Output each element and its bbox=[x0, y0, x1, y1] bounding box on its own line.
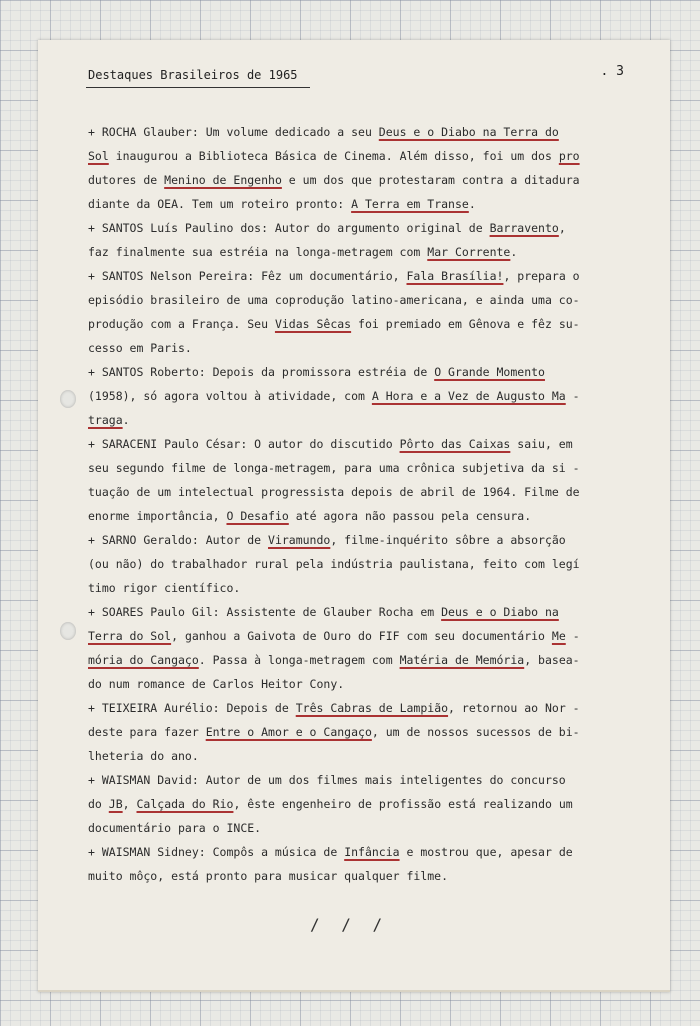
text-segment: . bbox=[122, 413, 130, 427]
text-line bbox=[88, 240, 628, 264]
text-segment: + TEIXEIRA Aurélio: Depois de bbox=[88, 701, 296, 715]
underlined-title: Deus e o Diabo na bbox=[441, 605, 559, 619]
text-segment: , bbox=[122, 797, 137, 811]
text-segment: diante da OEA. Tem um roteiro pronto: bbox=[88, 197, 352, 211]
text-line bbox=[88, 720, 628, 744]
underlined-title: O Grande Momento bbox=[434, 365, 545, 379]
underlined-title: Deus e o Diabo na Terra do bbox=[378, 125, 559, 139]
text-segment: + SARNO Geraldo: Autor de bbox=[88, 533, 269, 547]
underlined-title: Fala Brasília! bbox=[406, 269, 504, 283]
underlined-title: Pôrto das Caixas bbox=[399, 437, 511, 451]
text-line bbox=[88, 456, 628, 480]
underlined-title: Menino de Engenho bbox=[164, 173, 282, 187]
text-line bbox=[88, 408, 628, 432]
text-line bbox=[88, 216, 628, 240]
text-segment: , um de nossos sucessos de bi- bbox=[371, 725, 580, 739]
text-line bbox=[88, 696, 628, 720]
text-segment: . Passa à longa-metragem com bbox=[198, 653, 400, 667]
text-segment: + SANTOS Nelson Pereira: Fêz um documentário, bbox=[88, 269, 407, 283]
text-segment: + WAISMAN David: Autor de um dos filmes mais inteligentes do concurso bbox=[88, 773, 566, 787]
underlined-title: Entre o Amor e o Cangaço bbox=[205, 725, 372, 739]
text-line bbox=[88, 528, 628, 552]
text-segment: + SOARES Paulo Gil: Assistente de Glauber Rocha em bbox=[88, 605, 442, 619]
underlined-title: Me bbox=[551, 629, 566, 643]
text-line bbox=[88, 120, 628, 144]
text-segment: + SARACENI Paulo César: O autor do discutido bbox=[88, 437, 400, 451]
text-segment: e um dos que protestaram contra a ditadura bbox=[281, 173, 580, 187]
text-line bbox=[88, 360, 628, 384]
text-segment: . bbox=[510, 245, 518, 259]
text-segment: + ROCHA Glauber: Um volume dedicado a seu bbox=[88, 125, 379, 139]
typewritten-page bbox=[38, 40, 670, 992]
text-line bbox=[88, 144, 628, 168]
text-segment: (1958), só agora voltou à atividade, com bbox=[88, 389, 372, 403]
underlined-title: A Terra em Transe bbox=[351, 197, 469, 211]
punch-hole bbox=[60, 622, 76, 640]
underlined-title: Viramundo bbox=[268, 533, 331, 547]
text-line bbox=[88, 672, 628, 696]
punch-hole bbox=[60, 390, 76, 408]
text-line bbox=[88, 768, 628, 792]
text-segment: . bbox=[468, 197, 476, 211]
text-segment: muito môço, está pronto para musicar qualquer filme. bbox=[88, 869, 449, 883]
underlined-title: traga bbox=[88, 413, 123, 427]
text-segment: (ou não) do trabalhador rural pela indústria paulistana, feito com legí bbox=[88, 557, 580, 571]
text-segment: + WAISMAN Sidney: Compôs a música de bbox=[88, 845, 345, 859]
text-segment: saiu, em bbox=[510, 437, 573, 451]
text-segment: seu segundo filme de longa-metragem, para uma crônica subjetiva da si - bbox=[88, 461, 580, 475]
text-line bbox=[88, 600, 628, 624]
text-segment: tuação de um intelectual progressista depois de abril de 1964. Filme de bbox=[88, 485, 580, 499]
text-segment: , êste engenheiro de profissão está realizando um bbox=[233, 797, 573, 811]
page-number: . 3 bbox=[600, 64, 624, 79]
text-segment: enorme importância, bbox=[88, 509, 227, 523]
text-line bbox=[88, 648, 628, 672]
text-segment: - bbox=[565, 389, 580, 403]
text-segment: do bbox=[88, 797, 109, 811]
text-segment: , ganhou a Gaivota de Ouro do FIF com seu documentário bbox=[171, 629, 552, 643]
underlined-title: Vidas Sêcas bbox=[274, 317, 352, 331]
underlined-title: Sol bbox=[88, 149, 109, 163]
underlined-title: A Hora e a Vez de Augusto Ma bbox=[371, 389, 566, 403]
text-segment: + SANTOS Luís Paulino dos: Autor do argumento original de bbox=[88, 221, 490, 235]
text-segment: lheteria do ano. bbox=[88, 749, 199, 763]
text-segment: episódio brasileiro de uma coprodução latino-americana, e ainda uma co- bbox=[88, 293, 580, 307]
text-line bbox=[88, 744, 628, 768]
text-line bbox=[88, 192, 628, 216]
underlined-title: Terra do Sol bbox=[88, 629, 172, 643]
text-line bbox=[88, 432, 628, 456]
text-line bbox=[88, 624, 628, 648]
text-segment: deste para fazer bbox=[88, 725, 206, 739]
text-line bbox=[88, 816, 628, 840]
text-segment: timo rigor científico. bbox=[88, 581, 241, 595]
text-segment: , prepara o bbox=[503, 269, 580, 283]
text-line bbox=[88, 552, 628, 576]
text-segment: até agora não passou pela censura. bbox=[288, 509, 532, 523]
text-segment: inaugurou a Biblioteca Básica de Cinema. Além disso, foi um dos bbox=[108, 149, 559, 163]
underlined-title: pro bbox=[558, 149, 580, 163]
text-segment: e mostrou que, apesar de bbox=[399, 845, 573, 859]
underlined-title: O Desafio bbox=[226, 509, 289, 523]
text-line bbox=[88, 168, 628, 192]
text-line bbox=[88, 576, 628, 600]
text-line bbox=[88, 384, 628, 408]
underlined-title: Matéria de Memória bbox=[399, 653, 525, 667]
underlined-title: mória do Cangaço bbox=[88, 653, 199, 667]
text-segment: do num romance de Carlos Heitor Cony. bbox=[88, 677, 345, 691]
text-segment: dutores de bbox=[88, 173, 165, 187]
text-line bbox=[88, 504, 628, 528]
text-segment: faz finalmente sua estréia na longa-metragem com bbox=[88, 245, 428, 259]
text-line bbox=[88, 792, 628, 816]
text-segment: documentário para o INCE. bbox=[88, 821, 262, 835]
text-line bbox=[88, 864, 628, 888]
page-title: Destaques Brasileiros de 1965 bbox=[88, 68, 298, 82]
text-line bbox=[88, 480, 628, 504]
text-line bbox=[88, 288, 628, 312]
text-segment: cesso em Paris. bbox=[88, 341, 192, 355]
underlined-title: Mar Corrente bbox=[427, 245, 511, 259]
text-line bbox=[88, 264, 628, 288]
text-line bbox=[88, 336, 628, 360]
text-segment: produção com a França. Seu bbox=[88, 317, 275, 331]
text-line bbox=[88, 840, 628, 864]
underlined-title: Três Cabras de Lampião bbox=[295, 701, 449, 715]
text-segment: foi premiado em Gênova e fêz su- bbox=[351, 317, 580, 331]
text-segment: - bbox=[565, 629, 580, 643]
text-segment: , filme-inquérito sôbre a absorção bbox=[330, 533, 566, 547]
text-segment: + SANTOS Roberto: Depois da promissora estréia de bbox=[88, 365, 435, 379]
entries-list bbox=[88, 120, 628, 888]
text-segment: , basea- bbox=[524, 653, 580, 667]
text-segment: , retornou ao Nor - bbox=[448, 701, 580, 715]
underlined-title: JB bbox=[108, 797, 123, 811]
underlined-title: Calçada do Rio bbox=[136, 797, 234, 811]
closing-mark: / / / bbox=[310, 915, 389, 934]
underlined-title: Barravento bbox=[489, 221, 559, 235]
text-line bbox=[88, 312, 628, 336]
title-underline bbox=[86, 87, 310, 88]
underlined-title: Infância bbox=[344, 845, 400, 859]
text-segment: , bbox=[558, 221, 566, 235]
